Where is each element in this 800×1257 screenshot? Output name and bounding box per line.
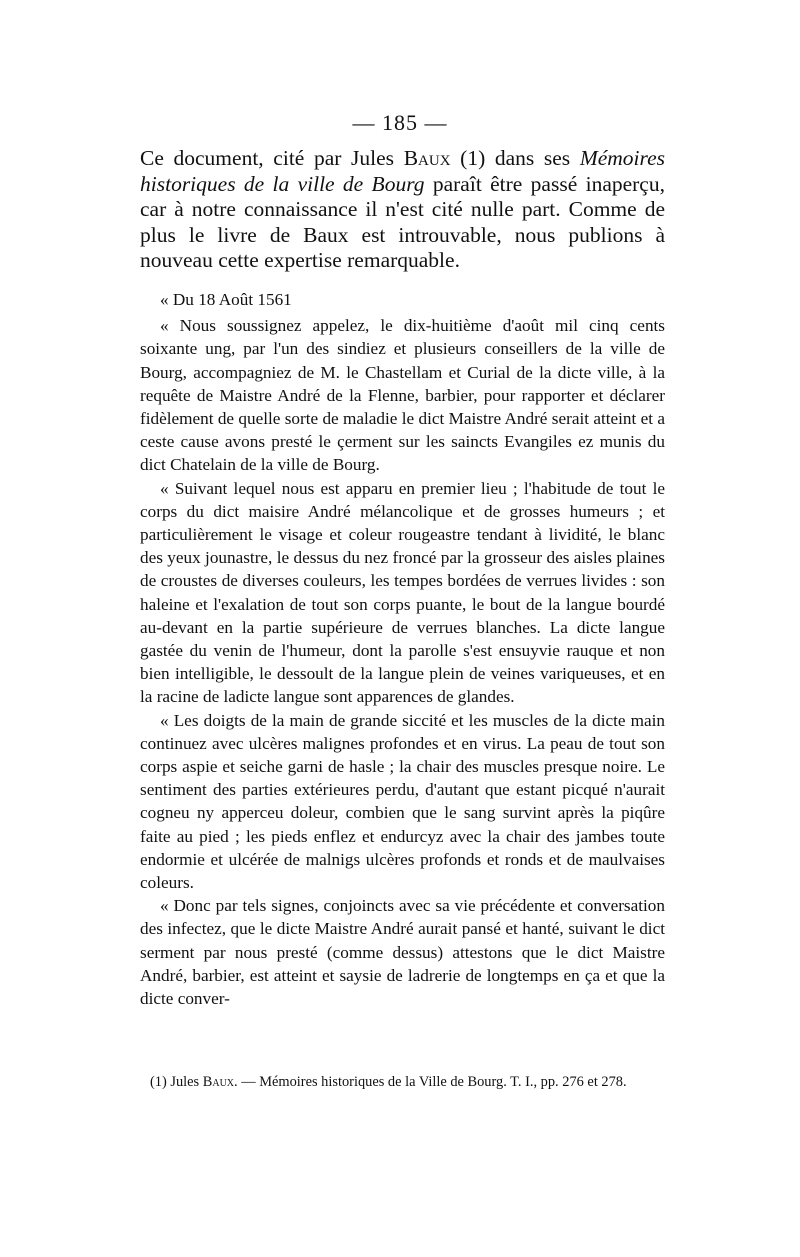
body-paragraph-1: « Nous soussignez appelez, le dix-huitième d'août mil cinq cents soixante ung, par l'un des sindiez et plusieurs conseillers de la ville de Bourg, accompagniez de M. le Chastellam et Curial de la dicte ville, à la requête de Maistre André de la Flenne, barbier, pour rapporter et déclarer fidèlement de quelle sorte de maladie le dict Maistre André serait atteint et a ceste cause avons presté le çerment sur les saincts Evangiles ez munis du dict Chatelain de la ville de Bourg. — [140, 316, 665, 475]
intro-book-title: Mémoires historiques de la ville de Bourg — [140, 146, 665, 196]
document-body — [140, 288, 665, 1010]
footnote-text — [140, 1073, 665, 1091]
footnote-part1: (1) Jules — [150, 1074, 203, 1090]
document-date: « Du 18 Août 1561 — [160, 290, 292, 309]
footnote-part2: . — Mémoires historiques de la Ville de Bourg. T. I., pp. 276 et 278. — [234, 1074, 627, 1090]
body-paragraph-4: « Donc par tels signes, conjoincts avec sa vie précédente et conversation des infectez, que le dicte Maistre André aurait pansé et hanté, suivant le dict serment par nous presté (comme dessus) attestons que le dict Maistre André, barbier, est atteint et saysie de ladrerie de longtemps en ça et que la dicte conver- — [140, 896, 665, 1009]
footnote-author: Baux — [202, 1074, 235, 1090]
body-paragraph-2: « Suivant lequel nous est apparu en premier lieu ; l'habitude de tout le corps du dict maisire André mélancolique et de grosses humeurs ; et particulièrement le visage et coleur rougeastre tendant à lividité, le blanc des yeux jounastre, le dessus du nez froncé par la grosseur des aisles plaines de croustes de diverses couleurs, les tempes bordées de verrues livides : son haleine et l'exalation de tout son corps puante, le bout de la langue bourdé au-devant en la partie supérieure de verrues blanches. La dicte langue gastée du venin de l'humeur, dont la parolle s'est ensuyvie rauque et non bien intelligible, le dessoult de la langue plein de veines variqueuses, et en la racine de ladicte langue sont apparences de glandes. — [140, 478, 665, 707]
intro-text — [140, 146, 665, 274]
intro-paragraph — [140, 146, 665, 274]
intro-part2: (1) dans ses — [450, 146, 580, 170]
page-number: — 185 — — [352, 110, 448, 135]
intro-part1: Ce document, cité par Jules — [140, 146, 404, 170]
intro-author: Baux — [403, 146, 451, 170]
footnote — [140, 1073, 665, 1091]
body-paragraph-3: « Les doigts de la main de grande siccité et les muscles de la dicte main continuez avec ulcères malignes profondes et en virus. La peau de tout son corps aspie et seiche garni de hasle ; la chair des muscles presque noire. Le sentiment des parties extérieures perdu, d'autant que estant picqué n'aurait cogneu ny apperceu doleur, combien que le sang survint après la piqûre faite au pied ; les pieds enflez et endurcyz avec la chair des jambes toute endormie et ulcérée de malnigs ulcères profonds et ronds et de maulvaises coleurs. — [140, 710, 665, 893]
intro-part3: paraît être passé inaperçu, car à notre connaissance il n'est cité nulle part. Comme de plus le livre de Baux est introuvable, nous publions à nouveau cette expertise remarquable. — [140, 171, 665, 272]
